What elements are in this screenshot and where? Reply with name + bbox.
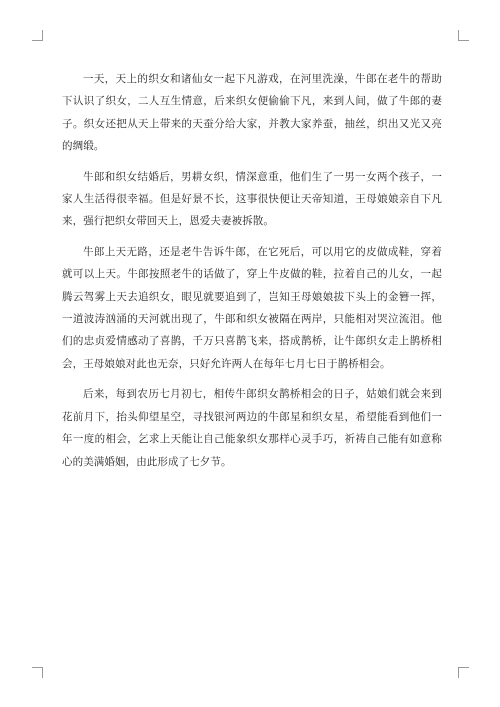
top-right-corner-mark — [458, 30, 469, 41]
paragraph-4: 后来，每到农历七月初七，相传牛郎织女鹊桥相会的日子，姑娘们就会来到花前月下，抬头仰望星空，寻找银河两边的牛郎星和织女星，希望能看到他们一年一度的相会，乞求上天能让自己能象织女那样心灵手巧，祈祷自己能有如意称心的美满婚姻，由此形成了七夕节。 — [62, 388, 442, 468]
paragraph-3: 牛郎上天无路，还是老牛告诉牛郎，在它死后，可以用它的皮做成鞋，穿着就可以上天。牛郎按照老牛的话做了，穿上牛皮做的鞋，拉着自己的儿女，一起腾云驾雾上天去追织女，眼见就要追到了，岂知王母娘娘拔下头上的金簪一挥，一道波涛汹涌的天河就出现了，牛郎和织女被隔在两岸，只能相对哭泣流泪。他们的忠贞爱情感动了喜鹊，千万只喜鹊飞来，搭成鹊桥，让牛郎织女走上鹊桥相会，王母娘娘对此也无奈，只好允许两人在每年七月七日于鹊桥相会。 — [62, 245, 442, 370]
paragraph-2: 牛郎和织女结婚后，男耕女织，情深意重，他们生了一男一女两个孩子，一家人生活得很幸福。但是好景不长，这事很快便让天帝知道，王母娘娘亲自下凡来，强行把织女带回天上，恩爱夫妻被拆散。 — [62, 170, 442, 228]
bottom-left-corner-mark — [32, 667, 43, 678]
document-body — [62, 68, 442, 481]
bottom-right-corner-mark — [458, 667, 469, 678]
top-left-corner-mark — [32, 30, 43, 41]
paragraph-1: 一天，天上的织女和诸仙女一起下凡游戏，在河里洗澡，牛郎在老牛的帮助下认识了织女，二人互生情意，后来织女便偷偷下凡，来到人间，做了牛郎的妻子。织女还把从天上带来的天蚕分给大家，并教大家养蚕，抽丝，织出又光又亮的绸缎。 — [62, 73, 442, 153]
